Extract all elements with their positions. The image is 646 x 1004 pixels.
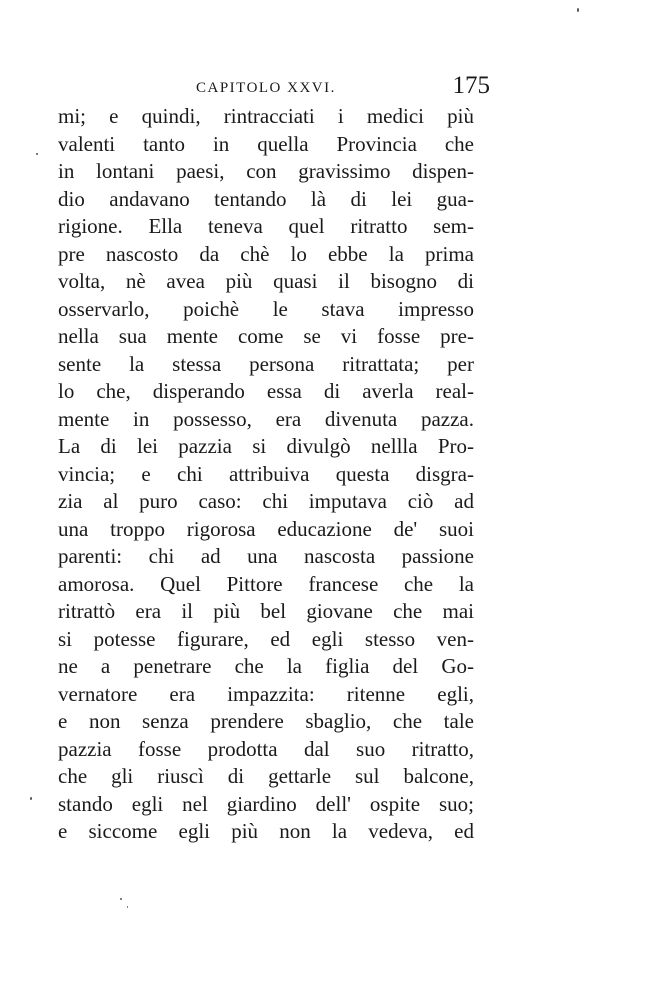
text-line: e siccome egli più non la vedeva, ed (58, 819, 474, 843)
text-line: ritrattò era il più bel giovane che mai (58, 599, 474, 623)
paper-speck (577, 8, 579, 12)
text-line: parenti: chi ad una nascosta passione (58, 544, 474, 568)
paper-speck (30, 797, 32, 800)
text-line: pazzia fosse prodotta dal suo ritratto, (58, 736, 474, 761)
text-line: pre nascosto da chè lo ebbe la prima (58, 241, 474, 266)
text-line: mente in possesso, era divenuta pazza. (58, 406, 474, 431)
text-line: una troppo rigorosa educazione de' suoi (58, 516, 474, 541)
running-head (60, 72, 490, 104)
text-line: amorosa. Quel Pittore francese che la (58, 571, 474, 596)
text-line: in lontani paesi, con gravissimo dispen- (58, 159, 474, 183)
paper-speck (36, 153, 38, 155)
text-line: osservarlo, poichè le stava impresso (58, 296, 474, 321)
text-line: che gli riuscì di gettarle sul balcone, (58, 764, 474, 788)
text-line: e non senza prendere sbaglio, che tale (58, 709, 474, 733)
text-line: valenti tanto in quella Provincia che (58, 131, 474, 156)
body-text (58, 103, 474, 846)
text-line: rigione. Ella teneva quel ritratto sem- (58, 214, 474, 238)
text-line: dio andavano tentando là di lei gua- (58, 186, 474, 211)
text-line: lo che, disperando essa di averla real- (58, 379, 474, 403)
text-line: vernatore era impazzita: ritenne egli, (58, 681, 474, 706)
paper-speck (127, 906, 128, 908)
text-line: sente la stessa persona ritrattata; per (58, 351, 474, 376)
text-line: mi; e quindi, rintracciati i medici più (58, 104, 474, 128)
paper-speck (120, 898, 122, 900)
text-line: zia al puro caso: chi imputava ciò ad (58, 489, 474, 513)
text-line: vincia; e chi attribuiva questa disgra- (58, 461, 474, 486)
text-line: nella sua mente come se vi fosse pre- (58, 324, 474, 348)
text-line: ne a penetrare che la figlia del Go- (58, 654, 474, 678)
chapter-title: CAPITOLO XXVI. (196, 80, 336, 96)
text-line: si potesse figurare, ed egli stesso ven- (58, 626, 474, 651)
text-line: stando egli nel giardino dell' ospite suo; (58, 791, 474, 816)
text-line: volta, nè avea più quasi il bisogno di (58, 269, 474, 293)
page-number: 175 (452, 72, 490, 99)
text-line: La di lei pazzia si divulgò nellla Pro- (58, 434, 474, 458)
